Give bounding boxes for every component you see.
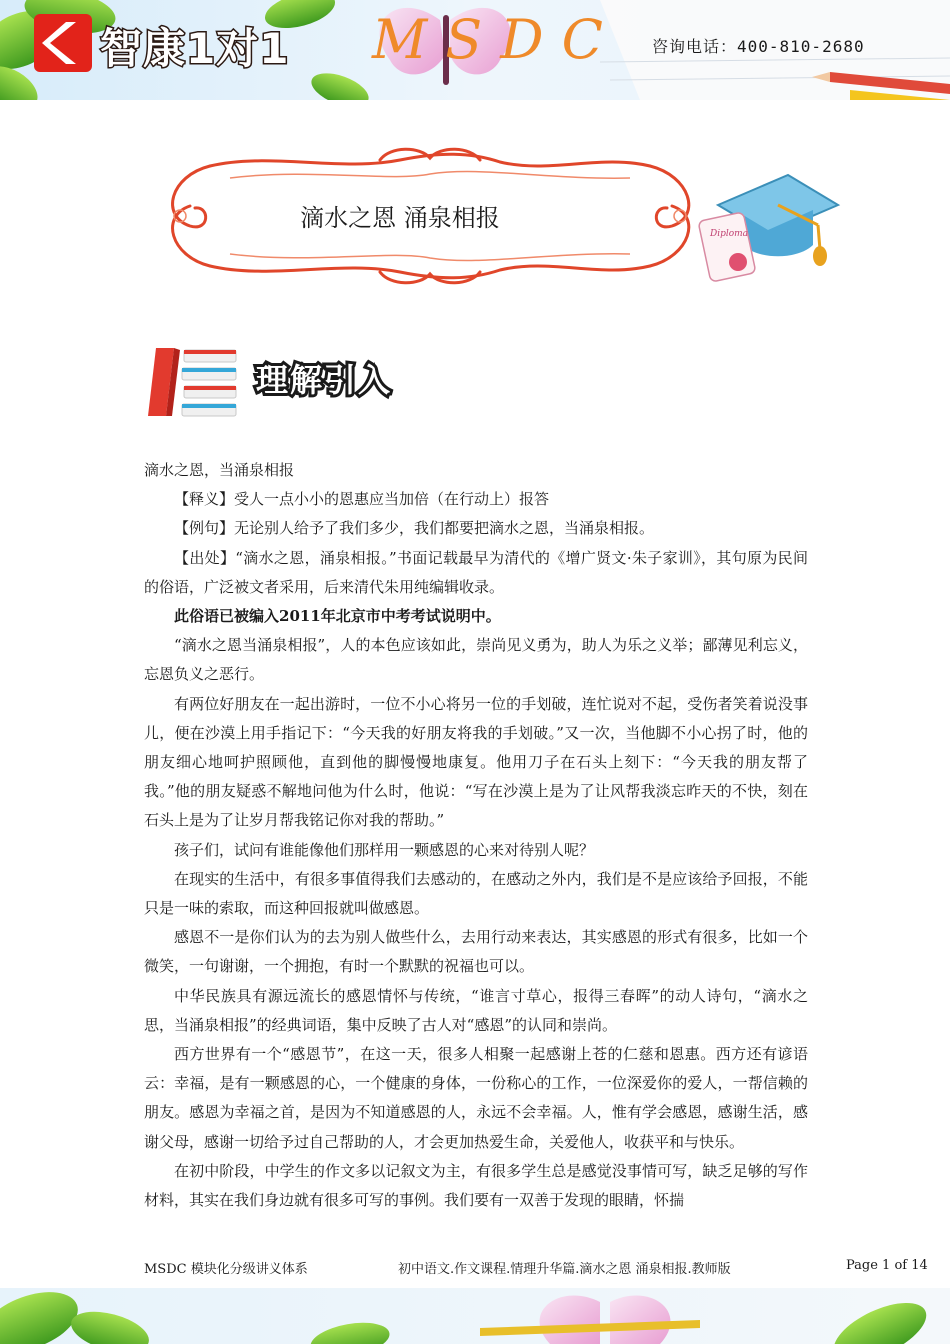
paragraph: 【释义】受人一点小小的恩惠应当加倍（在行动上）报答 [174, 490, 550, 509]
paragraph: 在现实的生活中，有很多事值得我们去感动的，在感动之外内，我们是不是应该给予回报，不能只是一味的索取，而这种回报就叫做感恩。 [144, 869, 808, 918]
diploma-label: Diploma [710, 229, 749, 239]
header-band [0, 0, 950, 100]
footer-series-label: MSDC 模块化分级讲义体系 [144, 1262, 308, 1277]
footer-page-number: Page 1 of 14 [846, 1258, 928, 1273]
title-banner [150, 146, 710, 286]
paragraph: 有两位好朋友在一起出游时，一位不小心将另一位的手划破，连忙说对不起，受伤者笑着说没事儿，便在沙漠上用手指记下：“今天我的好朋友将我的手划破。”又一次，当他脚不小心拐了时，他的朋友细心地呵护照顾他，直到他的脚慢慢地康复。他用刀子在石头上刻下：“今天我的朋友帮了我。”他的朋友疑惑不解地问他为什么时，他说：“写在沙漠上是为了让风帮我淡忘昨天的不快，刻在石头上是为了让岁月帮我铭记你对我的帮助。” [144, 694, 808, 830]
paragraph: 西方世界有一个“感恩节”，在这一天，很多人相聚一起感谢上苍的仁慈和恩惠。西方还有谚语云：幸福，是有一颗感恩的心，一个健康的身体，一份称心的工作，一位深爱你的爱人，一帮信赖的朋友。感恩为幸福之首，是因为不知道感恩的人，永远不会幸福。人，惟有学会感恩，感谢生活，感谢父母，感谢一切给予过自己帮助的人，才会更加热爱生命，关爱他人，收获平和与快乐。 [144, 1045, 808, 1151]
graduation-cap-icon [698, 150, 848, 300]
paragraph: 【例句】无论别人给予了我们多少，我们都要把滴水之恩，当涌泉相报。 [174, 519, 655, 538]
paragraph: 此俗语已被编入2011年北京市中考考试说明中。 [174, 607, 501, 626]
paragraph: 在初中阶段，中学生的作文多以记叙文为主，有很多学生总是感觉没事情可写，缺乏足够的写作材料，其实在我们身边就有很多可写的事例。我们要有一双善于发现的眼睛，怀揣 [144, 1161, 808, 1210]
hotline-text: 咨询电话：400-810-2680 [652, 37, 865, 56]
footer-course-path: 初中语文.作文课程.情理升华篇.滴水之恩 涌泉相报.教师版 [398, 1262, 731, 1277]
books-icon [146, 342, 238, 420]
paragraph: 孩子们，试问有谁能像他们那样用一颗感恩的心来对待别人呢？ [174, 840, 595, 859]
brand-script: MSDC [372, 8, 621, 71]
paragraph: 滴水之恩，当涌泉相报 [144, 461, 295, 479]
paragraph: 【出处】“滴水之恩，涌泉相报。”书面记载最早为清代的《增广贤文·朱子家训》，其句原为民间的俗语，广泛被文者采用，后来清代朱用纯编辑收录。 [144, 548, 808, 596]
section-title: 理解引入 [256, 361, 393, 399]
paragraph: 中华民族具有源远流长的感恩情怀与传统，“谁言寸草心，报得三春晖”的动人诗句，“滴水之思，当涌泉相报”的经典词语，集中反映了古人对“感恩”的认同和崇尚。 [144, 986, 808, 1034]
content-body [144, 456, 808, 1215]
logo-text: 智康1对1 [100, 24, 290, 73]
document-title: 滴水之恩 涌泉相报 [300, 204, 500, 232]
paragraph: “滴水之恩当涌泉相报”，人的本色应该如此，崇尚见义勇为，助人为乐之义举；鄙薄见利忘义，忘恩负义之恶行。 [144, 636, 808, 684]
paragraph: 感恩不一是你们认为的去为别人做些什么，去用行动来表达，其实感恩的形式有很多，比如一个微笑，一句谢谢，一个拥抱，有时一个默默的祝福也可以。 [144, 928, 808, 976]
